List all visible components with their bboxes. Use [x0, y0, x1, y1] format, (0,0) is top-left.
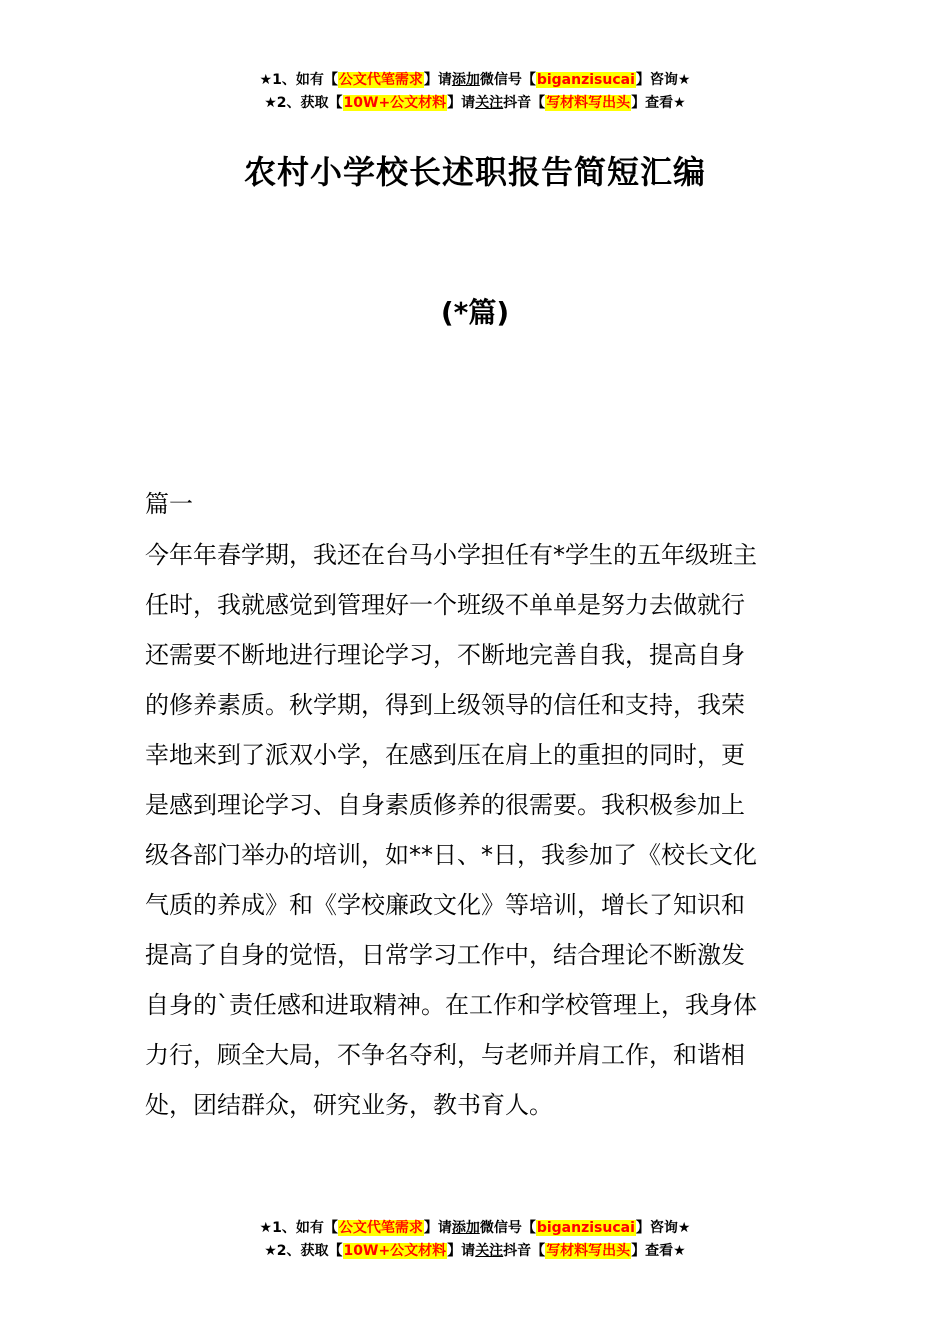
- banner-text: 】查看★: [631, 1243, 686, 1259]
- paragraph-line: 的修养素质。秋学期，得到上级领导的信任和支持，我荣: [145, 691, 745, 719]
- banner-text: ★1、如有【: [259, 1220, 338, 1236]
- banner-text: 】请: [423, 72, 452, 88]
- banner-emphasis: 添加: [451, 1220, 480, 1236]
- paragraph-line: 自身的`责任感和进取精神。在工作和学校管理上，我身体: [145, 991, 757, 1019]
- body-paragraph: [145, 537, 810, 1137]
- banner-text: 微信号【: [479, 72, 536, 88]
- banner-highlight: 公文代笔需求: [338, 72, 423, 88]
- banner-wechat-id: biganzisucai: [536, 1220, 635, 1236]
- banner-douyin-id: 写材料写出头: [546, 1243, 631, 1259]
- banner-wechat-id: biganzisucai: [536, 72, 635, 88]
- banner-text: 】请: [447, 1243, 476, 1259]
- banner-douyin-id: 写材料写出头: [546, 95, 631, 111]
- banner-text: 微信号【: [479, 1220, 536, 1236]
- banner-emphasis: 关注: [475, 95, 504, 111]
- banner-text: ★2、获取【: [264, 1243, 343, 1259]
- banner-line-2: [0, 92, 950, 115]
- paragraph-line: 还需要不断地进行理论学习，不断地完善自我，提高自身: [145, 641, 745, 669]
- paragraph-line: 处，团结群众，研究业务，教书育人。: [145, 1091, 553, 1119]
- paragraph-line: 幸地来到了派双小学，在感到压在肩上的重担的同时，更: [145, 741, 745, 769]
- banner-emphasis: 关注: [475, 1243, 504, 1259]
- banner-line-2: [0, 1240, 950, 1263]
- paragraph-line: 提高了自身的觉悟，日常学习工作中，结合理论不断激发: [145, 941, 745, 969]
- banner-text: 】请: [423, 1220, 452, 1236]
- banner-text: 】请: [447, 95, 476, 111]
- paragraph-line: 是感到理论学习、自身素质修养的很需要。我积极参加上: [145, 791, 745, 819]
- banner-text: 】查看★: [631, 95, 686, 111]
- paragraph-line: 今年年春学期，我还在台马小学担任有*学生的五年级班主: [145, 541, 757, 569]
- paragraph-line: 级各部门举办的培训，如**日、*日，我参加了《校长文化: [145, 841, 757, 869]
- paragraph-line: 力行，顾全大局，不争名夺利，与老师并肩工作，和谐相: [145, 1041, 745, 1069]
- top-banner: [0, 69, 950, 115]
- banner-text: 抖音【: [503, 95, 546, 111]
- banner-text: 抖音【: [503, 1243, 546, 1259]
- section-label: 篇一: [145, 490, 193, 518]
- document-title: 农村小学校长述职报告简短汇编: [243, 153, 706, 191]
- document-subtitle: (*篇): [440, 296, 510, 329]
- banner-highlight: 10W+公文材料: [343, 1243, 447, 1259]
- banner-highlight: 10W+公文材料: [343, 95, 447, 111]
- banner-text: ★1、如有【: [259, 72, 338, 88]
- banner-emphasis: 添加: [451, 72, 480, 88]
- banner-text: 】咨询★: [635, 1220, 691, 1236]
- banner-line-1: [0, 69, 950, 92]
- bottom-banner: [0, 1217, 950, 1263]
- banner-line-1: [0, 1217, 950, 1240]
- banner-text: ★2、获取【: [264, 95, 343, 111]
- paragraph-line: 气质的养成》和《学校廉政文化》等培训，增长了知识和: [145, 891, 745, 919]
- banner-text: 】咨询★: [635, 72, 691, 88]
- paragraph-line: 任时，我就感觉到管理好一个班级不单单是努力去做就行: [145, 591, 745, 619]
- banner-highlight: 公文代笔需求: [338, 1220, 423, 1236]
